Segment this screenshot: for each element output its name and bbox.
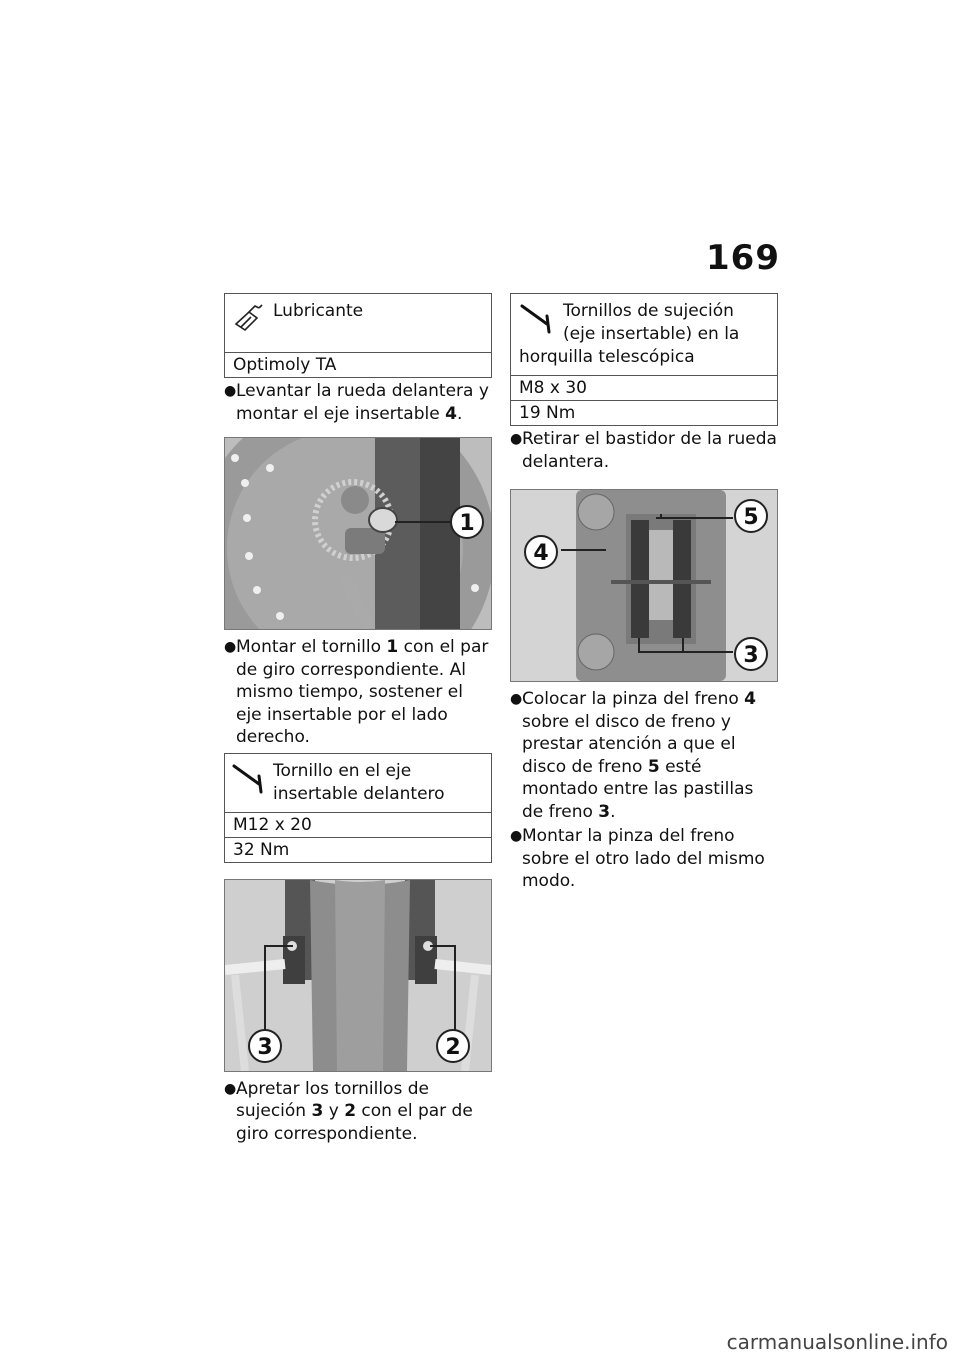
step-raise-wheel: ● Levantar la rueda delantera y montar el eje insertable 4. xyxy=(224,381,489,424)
torque-box-clamps xyxy=(510,293,778,426)
torque-wrench-icon xyxy=(231,760,267,796)
step-place-caliper: ● Colocar la pinza del freno 4 sobre el disco de freno y prestar atención a que el disco de freno 5 esté montado entre las pastillas de freno 3. xyxy=(510,689,756,822)
torque-axle-title: Tornillo en el eje insertable delantero xyxy=(273,760,445,804)
right-column xyxy=(510,293,778,895)
left-column xyxy=(224,293,492,1147)
lubricant-value: Optimoly TA xyxy=(225,352,491,377)
torque-box-axle xyxy=(224,753,492,863)
figure-label-3b: 3 xyxy=(743,643,759,668)
watermark: carmanualsonline.info xyxy=(726,1330,948,1354)
torque-clamps-title: Tornillos de sujeción (eje insertable) en la horquilla telescópica xyxy=(519,301,740,367)
torque-clamps-size: M8 x 30 xyxy=(511,375,777,400)
figure-label-4: 4 xyxy=(533,541,549,566)
figure-label-1: 1 xyxy=(459,511,475,536)
torque-axle-value: 32 Nm xyxy=(225,837,491,862)
torque-wrench-icon xyxy=(519,300,555,336)
lubricant-title: Lubricante xyxy=(273,301,364,321)
figure-label-5: 5 xyxy=(743,505,759,530)
lubricant-box xyxy=(224,293,492,378)
page-number: 169 xyxy=(706,238,780,278)
step-tighten-clamps: ● Apretar los tornillos de sujeción 3 y 2 con el par de giro correspondiente. xyxy=(224,1078,473,1144)
step-other-side: ● Montar la pinza del freno sobre el otro lado del mismo modo. xyxy=(510,826,765,891)
torque-axle-size: M12 x 20 xyxy=(225,812,491,837)
figure-axle-screw xyxy=(224,437,492,630)
figure-fork-clamps xyxy=(224,879,492,1072)
step-mount-screw: ● Montar el tornillo 1 con el par de giro correspondiente. Al mismo tiempo, sostener el eje insertable por el lado derecho. xyxy=(224,637,489,747)
figure-brake-caliper xyxy=(510,489,778,682)
oil-can-icon xyxy=(231,300,267,336)
figure-label-3: 3 xyxy=(257,1034,273,1060)
step-remove-stand: ● Retirar el bastidor de la rueda delantera. xyxy=(510,429,777,472)
torque-clamps-value: 19 Nm xyxy=(511,400,777,425)
figure-label-2: 2 xyxy=(445,1034,461,1060)
